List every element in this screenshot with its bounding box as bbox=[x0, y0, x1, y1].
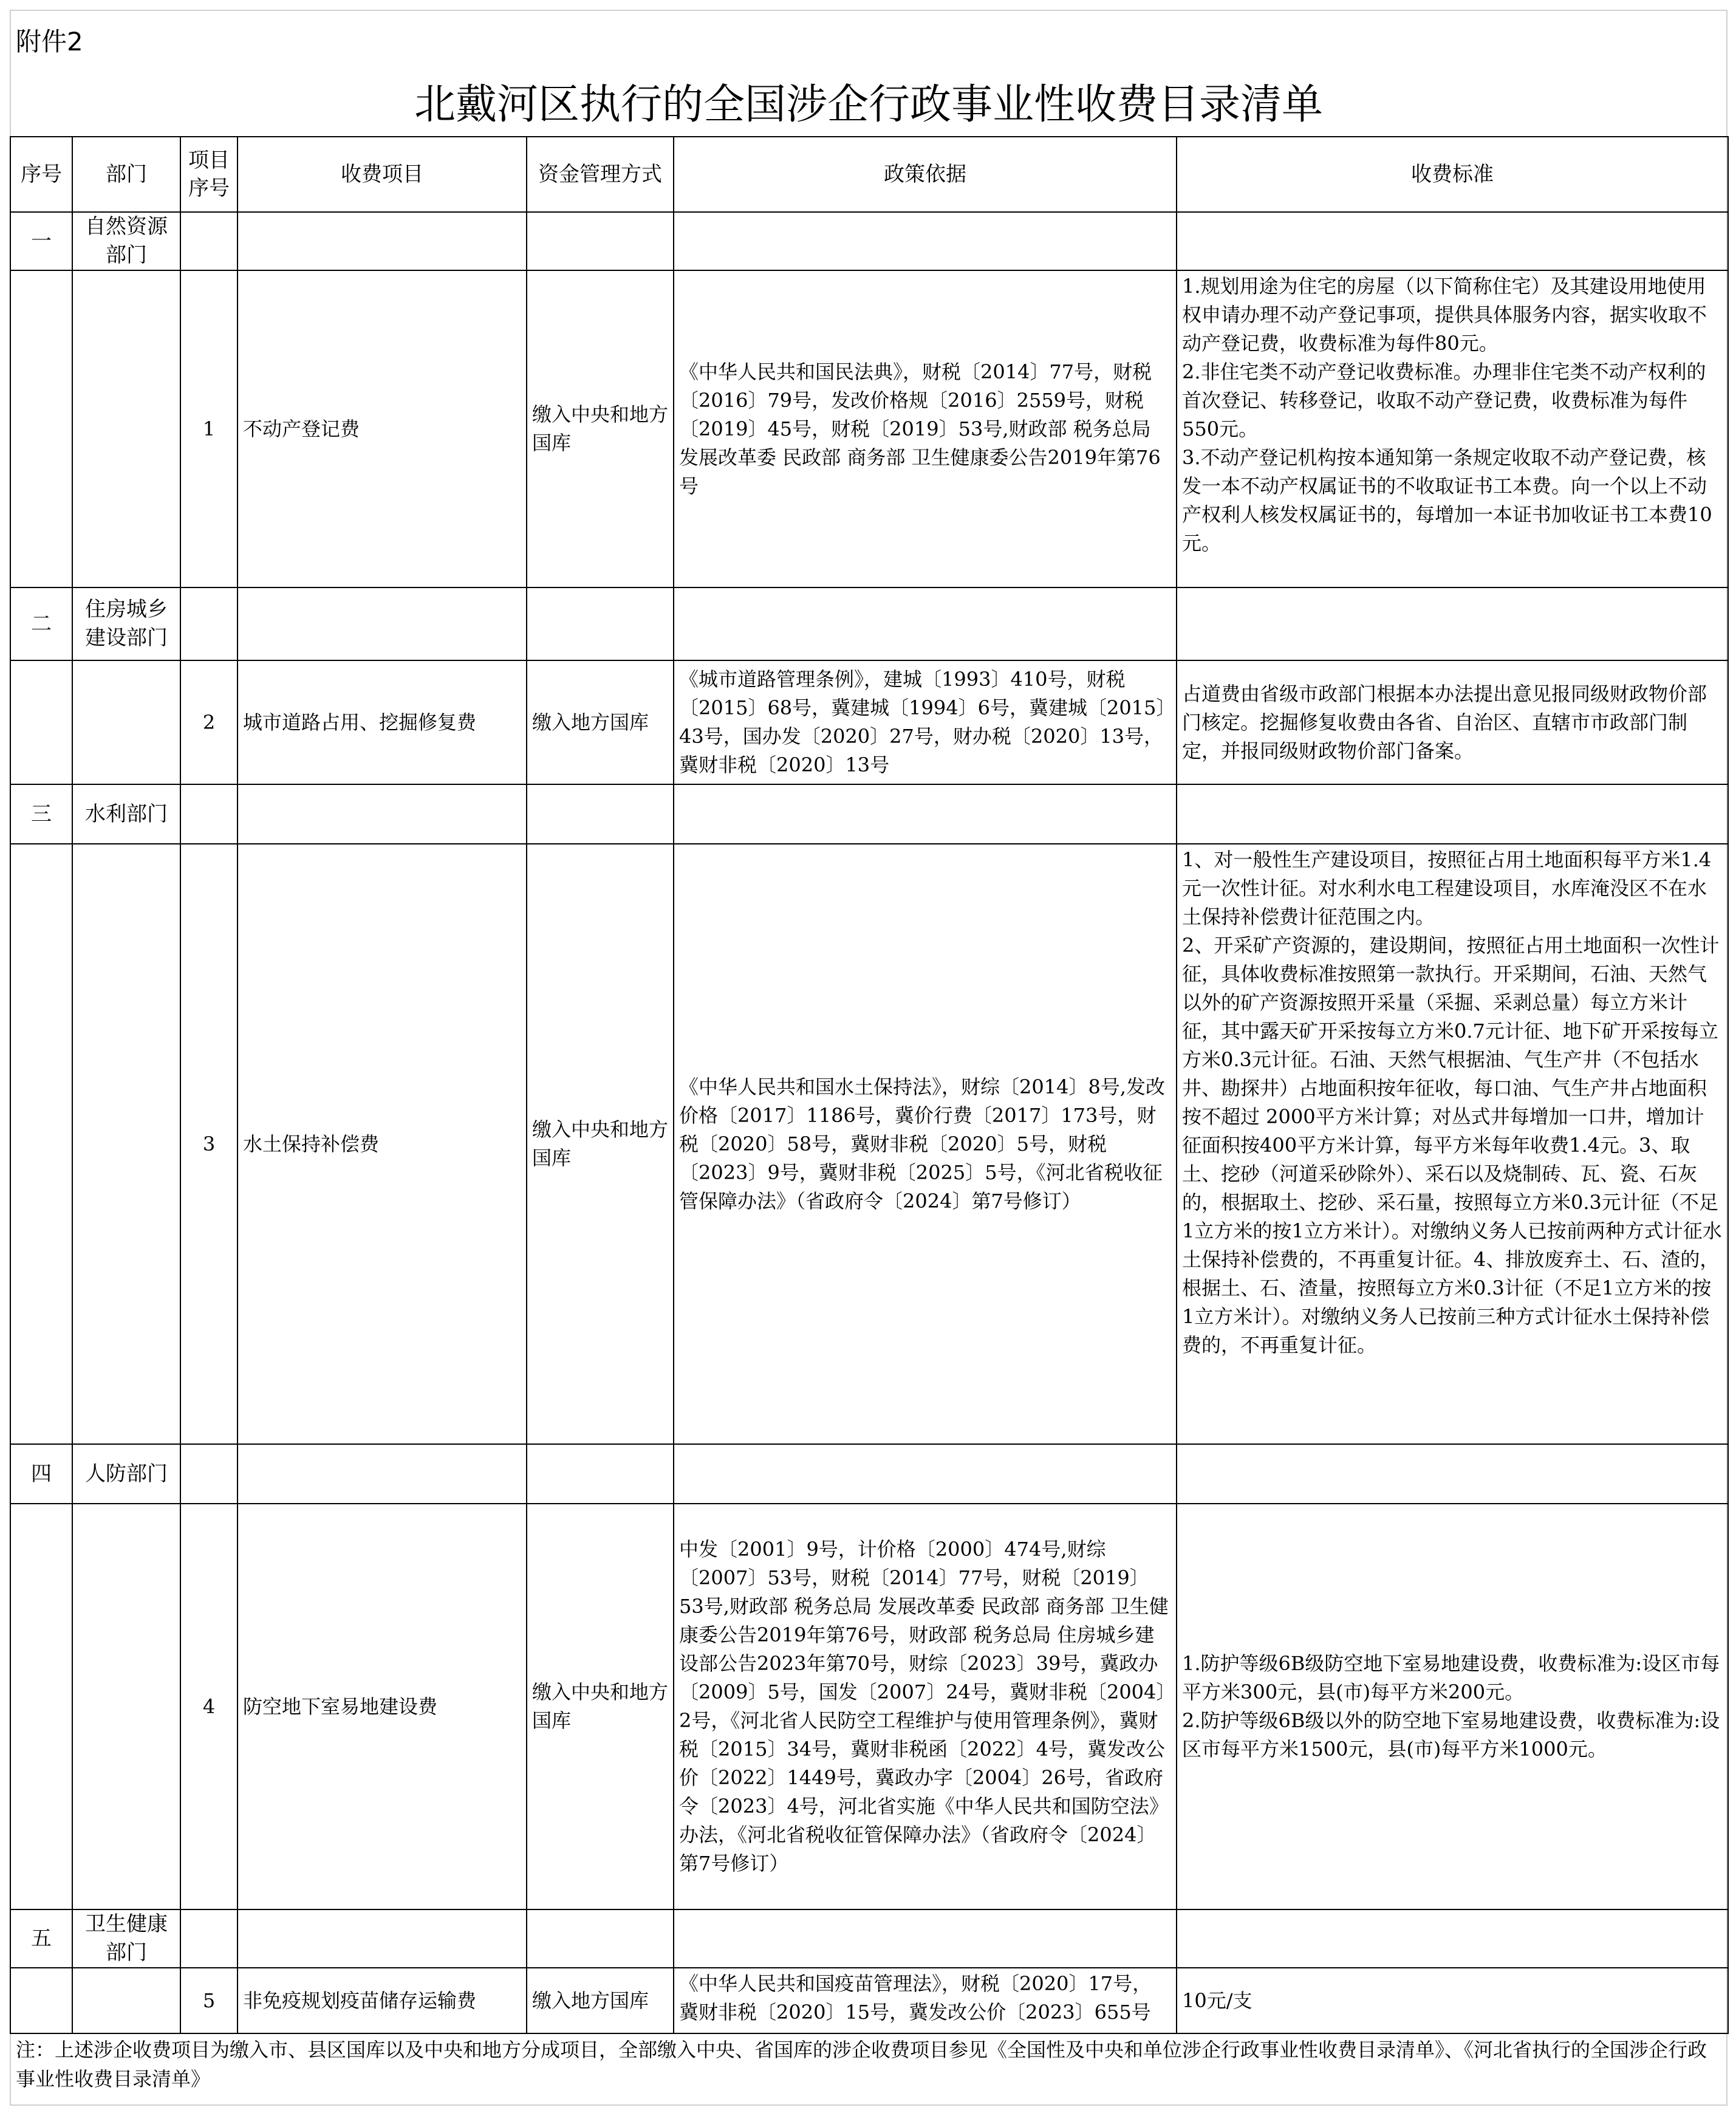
section-dept: 人防部门 bbox=[72, 1444, 180, 1504]
header-item: 收费项目 bbox=[238, 137, 527, 212]
page-title: 北戴河区执行的全国涉企行政事业性收费目录清单 bbox=[414, 81, 1323, 129]
item-name: 水土保持补偿费 bbox=[238, 844, 527, 1444]
item-fund: 缴入中央和地方国库 bbox=[527, 270, 674, 587]
section-seq: 三 bbox=[10, 784, 72, 844]
section-dept: 卫生健康部门 bbox=[72, 1909, 180, 1968]
section-dept: 住房城乡建设部门 bbox=[72, 587, 180, 660]
section-seq: 四 bbox=[10, 1444, 72, 1504]
section-seq: 一 bbox=[10, 212, 72, 270]
section-row bbox=[10, 784, 1728, 844]
header-row bbox=[10, 137, 1728, 212]
table-row bbox=[10, 844, 1728, 1444]
item-name: 城市道路占用、挖掘修复费 bbox=[238, 660, 527, 784]
item-fund: 缴入中央和地方国库 bbox=[527, 844, 674, 1444]
item-name: 防空地下室易地建设费 bbox=[238, 1504, 527, 1909]
item-policy: 中发〔2001〕9号，计价格〔2000〕474号,财综〔2007〕53号，财税〔2014〕77号，财税〔2019〕53号,财政部 税务总局 发展改革委 民政部 商务部 卫生健康委公告2019年第76号，财政部 税务总局 住房城乡建设部公告2023年第70号，财综〔2023〕39号，冀政办〔2009〕5号，国发〔2007〕24号，冀财非税〔2004〕2号，《河北省人民防空工程维护与使用管理条例》，冀财税〔2015〕34号，冀财非税函〔2022〕4号，冀发改公价〔2022〕1449号，冀政办字〔2004〕26号，省政府令〔2023〕4号，河北省实施《中华人民共和国防空法》办法，《河北省税收征管保障办法》（省政府令〔2024〕第7号修订） bbox=[674, 1504, 1177, 1909]
item-standard-text: 1、对一般性生产建设项目，按照征占用土地面积每平方米1.4元一次性计征。对水利水电工程建设项目，水库淹没区不在水土保持补偿费计征范围之内。 2、开采矿产资源的，建设期间，按照征占用土地面积一次性计征，具体收费标准按照第一款执行。开采期间，石油、天然气以外的矿产资源按照开采量（采掘、采剥总量）每立方米计征，其中露天矿开采按每立方米0.7元计征、地下矿开采按每立方米0.3元计征。石油、天然气根据油、气生产井（不包括水井、勘探井）占地面积按年征收，每口油、气生产井占地面积按不超过 2000平方米计算；对丛式井每增加一口井，增加计征面积按400平方米计算，每平方米每年收费1.4元。3、取土、挖砂（河道采砂除外）、采石以及烧制砖、瓦、瓷、石灰的，根据取土、挖砂、采石量，按照每立方米0.3元计征（不足1立方米的按1立方米计）。对缴纳义务人已按前两种方式计征水土保持补偿费的，不再重复计征。4、排放废弃土、石、渣的，根据土、石、渣量，按照每立方米0.3计征（不足1立方米的按1立方米计）。对缴纳义务人已按前三种方式计征水土保持补偿费的，不再重复计征。 bbox=[1182, 848, 1722, 1357]
item-fund: 缴入地方国库 bbox=[527, 1968, 674, 2033]
section-dept: 自然资源部门 bbox=[72, 212, 180, 270]
section-row bbox=[10, 1909, 1728, 1968]
section-row bbox=[10, 1444, 1728, 1504]
header-fund: 资金管理方式 bbox=[527, 137, 674, 212]
item-standard bbox=[1177, 270, 1728, 587]
table-row bbox=[10, 270, 1728, 587]
header-standard: 收费标准 bbox=[1177, 137, 1728, 212]
item-standard-text: 1.规划用途为住宅的房屋（以下简称住宅）及其建设用地使用权申请办理不动产登记事项，提供具体服务内容，据实收取不动产登记费，收费标准为每件80元。 2.非住宅类不动产登记收费标准。办理非住宅类不动产权利的首次登记、转移登记，收取不动产登记费，收费标准为每件550元。 3.不动产登记机构按本通知第一条规定收取不动产登记费，核发一本不动产权属证书的不收取证书工本费。向一个以上不动产权利人核发权属证书的，每增加一本证书加收证书工本费10元。 bbox=[1182, 275, 1712, 555]
header-item-seq: 项目序号 bbox=[180, 137, 238, 212]
table-row bbox=[10, 660, 1728, 784]
item-fund: 缴入中央和地方国库 bbox=[527, 1504, 674, 1909]
item-no: 2 bbox=[180, 660, 238, 784]
section-dept: 水利部门 bbox=[72, 784, 180, 844]
section-seq: 五 bbox=[10, 1909, 72, 1968]
item-policy: 《中华人民共和国水土保持法》，财综〔2014〕8号,发改价格〔2017〕1186号，冀价行费〔2017〕173号，财税〔2020〕58号，冀财非税〔2020〕5号，财税〔2023〕9号，冀财非税〔2025〕5号，《河北省税收征管保障办法》（省政府令〔2024〕第7号修订） bbox=[674, 844, 1177, 1444]
item-name: 不动产登记费 bbox=[238, 270, 527, 587]
section-seq: 二 bbox=[10, 587, 72, 660]
item-standard: 10元/支 bbox=[1177, 1968, 1728, 2033]
table-row bbox=[10, 1968, 1728, 2033]
item-fund: 缴入地方国库 bbox=[527, 660, 674, 784]
item-no: 1 bbox=[180, 270, 238, 587]
item-policy: 《中华人民共和国民法典》，财税〔2014〕77号，财税〔2016〕79号，发改价格规〔2016〕2559号，财税〔2019〕45号，财税〔2019〕53号,财政部 税务总局 发展改革委 民政部 商务部 卫生健康委公告2019年第76号 bbox=[674, 270, 1177, 587]
item-policy bbox=[674, 1968, 1177, 2033]
item-policy-text: 《中华人民共和国疫苗管理法》，财税〔2020〕17号，冀财非税〔2020〕15号，冀发改公价〔2023〕655号 bbox=[679, 1972, 1152, 2024]
section-row bbox=[10, 587, 1728, 660]
item-no: 4 bbox=[180, 1504, 238, 1909]
item-no: 3 bbox=[180, 844, 238, 1444]
item-no: 5 bbox=[180, 1968, 238, 2033]
section-row bbox=[10, 212, 1728, 270]
item-standard: 占道费由省级市政部门根据本办法提出意见报同级财政物价部门核定。挖掘修复收费由各省、自治区、直辖市市政部门制定，并报同级财政物价部门备案。 bbox=[1177, 660, 1728, 784]
table-row bbox=[10, 1504, 1728, 1909]
header-policy: 政策依据 bbox=[674, 137, 1177, 212]
fee-table bbox=[10, 136, 1729, 2034]
header-dept: 部门 bbox=[72, 137, 180, 212]
footnote: 注：上述涉企收费项目为缴入市、县区国库以及中央和地方分成项目，全部缴入中央、省国库的涉企收费项目参见《全国性及中央和单位涉企行政事业性收费目录清单》、《河北省执行的全国涉企行政事业性收费目录清单》 bbox=[16, 2038, 1707, 2091]
item-standard: 1.防护等级6B级防空地下室易地建设费，收费标准为:设区市每平方米300元，县(市)每平方米200元。 2.防护等级6B级以外的防空地下室易地建设费，收费标准为:设区市每平方米1500元，县(市)每平方米1000元。 bbox=[1177, 1504, 1728, 1909]
header-seq: 序号 bbox=[10, 137, 72, 212]
item-standard bbox=[1177, 844, 1728, 1444]
attachment-label: 附件2 bbox=[16, 27, 83, 57]
item-name: 非免疫规划疫苗储存运输费 bbox=[238, 1968, 527, 2033]
item-policy: 《城市道路管理条例》，建城〔1993〕410号，财税〔2015〕68号，冀建城〔1994〕6号，冀建城〔2015〕43号，国办发〔2020〕27号，财办税〔2020〕13号，冀财非税〔2020〕13号 bbox=[674, 660, 1177, 784]
